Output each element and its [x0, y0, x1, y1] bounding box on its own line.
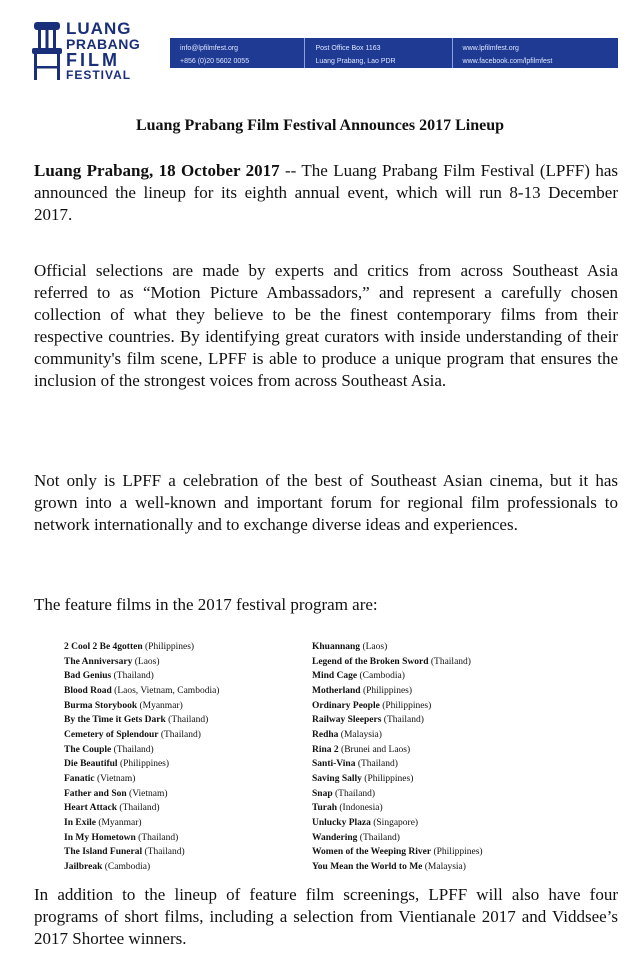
contact-website[interactable]: www.lpfilmfest.org — [462, 45, 519, 52]
film-list-item — [312, 684, 572, 699]
film-country: (Thailand) — [332, 788, 376, 799]
contact-bar — [170, 38, 618, 68]
film-country: (Malaysia) — [338, 729, 382, 740]
dateline: Luang Prabang, 18 October 2017 — [34, 161, 280, 180]
film-list-right — [312, 640, 572, 875]
film-list-item — [312, 640, 572, 655]
film-title: Fanatic — [64, 773, 95, 784]
film-list-item — [312, 743, 572, 758]
film-title: Legend of the Broken Sword — [312, 656, 429, 667]
film-list-item — [312, 669, 572, 684]
film-country: (Cambodia) — [357, 671, 405, 682]
film-title: In Exile — [64, 817, 96, 828]
film-list-item — [312, 713, 572, 728]
film-list-item — [64, 743, 304, 758]
film-country: (Philippines) — [379, 700, 432, 711]
logo-line-1: LUANG — [66, 19, 132, 38]
logo-wordmark — [66, 20, 140, 81]
films-intro: The feature films in the 2017 festival program are: — [34, 595, 378, 614]
film-list-item — [64, 787, 304, 802]
film-title: Rina 2 — [312, 744, 339, 755]
film-title: Santi-Vina — [312, 759, 356, 770]
film-list-item — [64, 831, 304, 846]
film-country: (Malaysia) — [422, 861, 466, 872]
festival-logo — [30, 20, 140, 90]
film-country: (Thailand) — [117, 803, 160, 814]
film-list-item — [64, 757, 304, 772]
contact-column-email-phone — [170, 38, 305, 68]
film-country: (Thailand) — [381, 715, 424, 726]
film-country: (Laos, Vietnam, Cambodia) — [111, 685, 220, 696]
film-list-item — [64, 801, 304, 816]
film-country: (Philippines) — [360, 685, 413, 696]
film-title: Ordinary People — [312, 700, 380, 711]
film-title: Father and Son — [64, 788, 127, 799]
letterhead — [0, 0, 640, 100]
film-title: Die Beautiful — [64, 759, 118, 770]
intro-text: -- The Luang Prabang Film Festival (LPFF) has announced the lineup for its eighth annual event, which will run 8-13 December 2017. — [34, 161, 618, 224]
film-country: (Thailand) — [135, 832, 179, 843]
film-list-item — [64, 640, 304, 655]
film-title: Unlucky Plaza — [312, 817, 371, 828]
contact-column-address — [305, 38, 452, 68]
film-title: You Mean the World to Me — [312, 861, 423, 872]
film-list-item — [64, 845, 304, 860]
film-country: (Vietnam) — [94, 773, 136, 784]
film-title: The Couple — [64, 744, 112, 755]
film-country: (Laos) — [360, 642, 388, 652]
contact-email[interactable]: info@lpfilmfest.org — [180, 45, 239, 52]
film-list-item — [64, 816, 304, 831]
film-list-item — [64, 772, 304, 787]
film-title: Railway Sleepers — [312, 715, 382, 726]
film-list-item — [312, 772, 572, 787]
chair-logo-icon — [30, 20, 64, 82]
film-country: (Philippines) — [431, 847, 483, 858]
film-title: Saving Sally — [312, 773, 362, 784]
film-title: The Island Funeral — [64, 847, 143, 858]
film-country: (Myanmar) — [137, 700, 183, 711]
film-title: Turah — [312, 803, 337, 814]
film-list-item — [64, 669, 304, 684]
film-country: (Thailand) — [111, 744, 154, 755]
film-list-item — [64, 728, 304, 743]
logo-line-2: PRABANG — [66, 36, 141, 52]
shorts-paragraph: In addition to the lineup of feature film screenings, LPFF will also have four programs of short films, including a selection from Vientianale 2017 and Viddsee’s 2017 Shortee winners. — [34, 885, 618, 948]
film-list-item — [64, 713, 304, 728]
film-title: Snap — [312, 788, 333, 799]
film-title: Bad Genius — [64, 671, 112, 682]
film-country: (Cambodia) — [102, 861, 151, 872]
film-title: Women of the Weeping River — [312, 847, 432, 858]
film-title: Blood Road — [64, 685, 112, 696]
film-title: Heart Attack — [64, 803, 118, 814]
film-title: Mind Cage — [312, 671, 358, 682]
contact-column-web — [453, 38, 618, 68]
film-title: Khuannang — [312, 642, 361, 652]
film-title: Redha — [312, 729, 339, 740]
film-title: Wandering — [312, 832, 358, 843]
film-list-left — [64, 640, 304, 875]
film-country: (Thailand) — [142, 847, 185, 858]
film-list-item — [64, 655, 304, 670]
film-title: Cemetery of Splendour — [64, 729, 159, 740]
film-title: 2 Cool 2 Be 4gotten — [64, 642, 143, 652]
contact-phone: +856 (0)20 5602 0055 — [180, 58, 250, 65]
film-list-item — [312, 831, 572, 846]
logo-line-4: FESTIVAL — [66, 68, 132, 82]
film-country: (Singapore) — [370, 817, 419, 828]
film-list-item — [312, 801, 572, 816]
film-country: (Myanmar) — [95, 817, 142, 828]
film-country: (Thailand) — [165, 715, 209, 726]
film-country: (Brunei and Laos) — [338, 744, 411, 755]
film-country: (Philippines) — [361, 773, 414, 784]
film-list-item — [64, 684, 304, 699]
intro-paragraph — [34, 160, 618, 226]
film-title: Burma Storybook — [64, 700, 138, 711]
film-list-item — [312, 787, 572, 802]
film-country: (Vietnam) — [126, 788, 168, 799]
contact-postbox: Post Office Box 1163 — [315, 45, 381, 52]
film-country: (Thailand) — [428, 656, 471, 667]
forum-paragraph: Not only is LPFF a celebration of the best of Southeast Asian cinema, but it has grown into a well-known and important forum for regional film professionals to network internationally and to exchange diverse ideas and experiences. — [34, 471, 618, 534]
film-title: Motherland — [312, 685, 361, 696]
film-country: (Thailand) — [158, 729, 201, 740]
contact-address: Luang Prabang, Lao PDR — [315, 58, 396, 65]
film-list-item — [312, 655, 572, 670]
film-title: By the Time it Gets Dark — [64, 715, 166, 726]
film-list-item — [312, 816, 572, 831]
film-country: (Indonesia) — [337, 803, 383, 814]
selection-paragraph: Official selections are made by experts and critics from across Southeast Asia referred to as “Motion Picture Ambassadors,” and represent a carefully chosen collection of what they believe to be the finest contemporary films from their respective countries. By identifying great curators with inside understanding of their community's film scene, LPFF is able to produce a unique program that ensures the inclusion of the strongest voices from across Southeast Asia. — [34, 261, 618, 390]
film-title: In My Hometown — [64, 832, 136, 843]
film-list-item — [312, 757, 572, 772]
film-country: (Thailand) — [355, 759, 398, 770]
film-country: (Philippines) — [142, 642, 195, 652]
film-title: Jailbreak — [64, 861, 103, 872]
logo-line-3: FILM — [66, 50, 120, 70]
film-country: (Thailand) — [357, 832, 400, 843]
film-title: The Anniversary — [64, 656, 133, 667]
film-list-item — [312, 845, 572, 860]
film-country: (Philippines) — [117, 759, 170, 770]
press-release-title: Luang Prabang Film Festival Announces 2017 Lineup — [135, 117, 505, 134]
film-country: (Thailand) — [111, 671, 154, 682]
film-list-item — [312, 728, 572, 743]
film-country: (Laos) — [132, 656, 160, 667]
film-list-item — [312, 860, 572, 875]
contact-facebook[interactable]: www.facebook.com/lpfilmfest — [462, 58, 553, 65]
film-list-item — [64, 699, 304, 714]
film-list-item — [64, 860, 304, 875]
film-list-item — [312, 699, 572, 714]
